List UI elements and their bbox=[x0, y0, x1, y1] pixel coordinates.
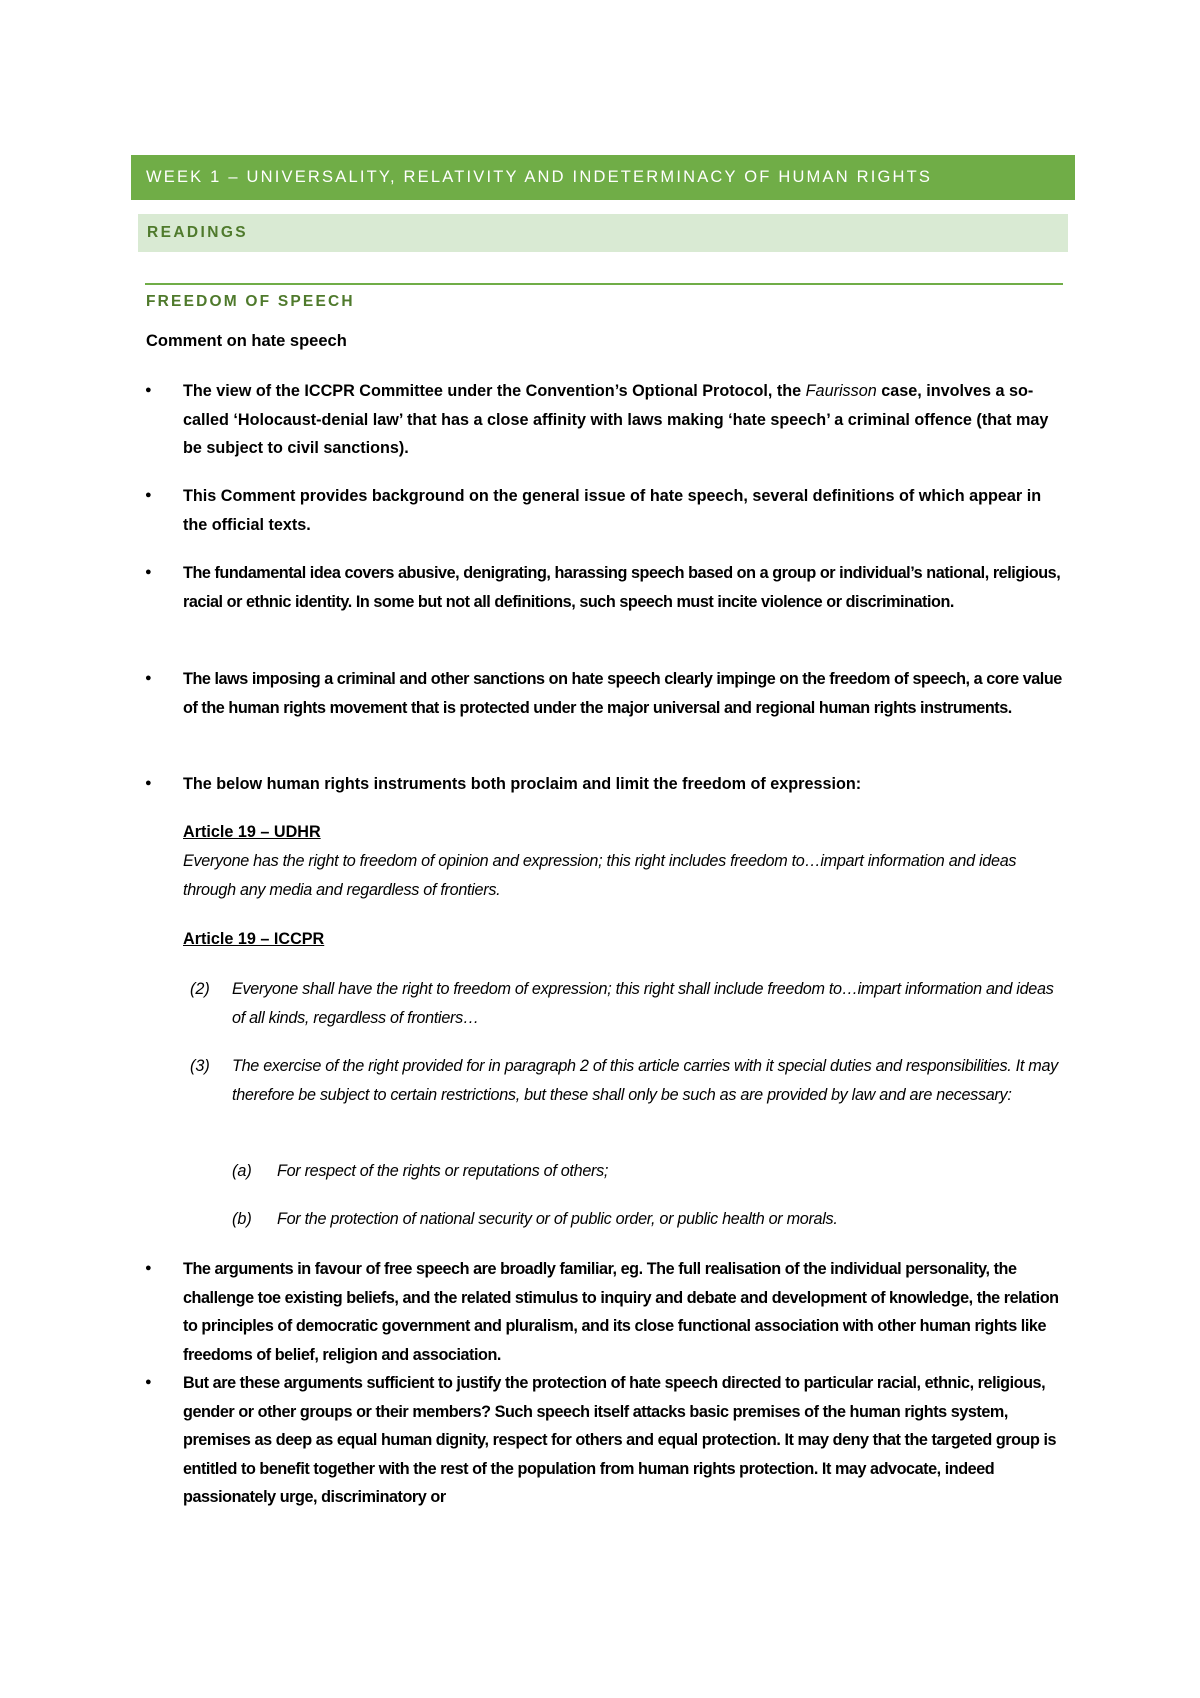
comment-subheading: Comment on hate speech bbox=[146, 332, 347, 350]
subparagraph-letter: (b) bbox=[232, 1210, 252, 1228]
subparagraph-letter: (a) bbox=[232, 1162, 252, 1180]
bullet-arguments-sufficient: ● But are these arguments sufficient to justify the protection of hate speech directed to particular racial, ethnic, religious, gender or other groups or their members? Such speech itself attacks basic premises of the human rights system, premises as deep as equal human dignity, respect for others and equal protection. It may deny that the targeted group is entitled to benefit together with the rest of the population from human rights protection. It may advocate, indeed passionately urge, discriminatory or bbox=[183, 1369, 1063, 1512]
section-title: FREEDOM OF SPEECH bbox=[146, 293, 355, 310]
section-divider bbox=[145, 283, 1063, 285]
udhr-heading: Article 19 – UDHR bbox=[183, 823, 321, 841]
bullet-faurisson bbox=[183, 377, 1063, 463]
bullet-instruments: ● The below human rights instruments both proclaim and limit the freedom of expression: bbox=[183, 770, 1063, 799]
bullet-fundamental-idea: ● The fundamental idea covers abusive, denigrating, harassing speech based on a group or individual’s national, religious, racial or ethnic identity. In some but not all definitions, such speech must incite violence or discrimination. bbox=[183, 559, 1063, 616]
iccpr-paragraph-2: Everyone shall have the right to freedom of expression; this right shall include freedom to…impart information and ideas of all kinds, regardless of frontiers… bbox=[232, 980, 1054, 1027]
iccpr-subparagraph-a: For respect of the rights or reputations of others; bbox=[277, 1162, 609, 1180]
bullet-arguments-free-speech: ● The arguments in favour of free speech are broadly familiar, eg. The full realisation of the individual personality, the challenge toe existing beliefs, and the related stimulus to inquiry and debate and development of knowledge, the relation to principles of democratic government and pluralism, and its close functional association with other human rights like freedoms of belief, religion and association. bbox=[183, 1255, 1063, 1369]
paragraph-number: (2) bbox=[190, 980, 210, 998]
week-title-banner: WEEK 1 – UNIVERSALITY, RELATIVITY AND INDETERMINACY OF HUMAN RIGHTS bbox=[131, 155, 1075, 200]
udhr-text: Everyone has the right to freedom of opinion and expression; this right includes freedom to…impart information and ideas through any media and regardless of frontiers. bbox=[183, 852, 1017, 899]
paragraph-number: (3) bbox=[190, 1057, 210, 1075]
bullet-text: The view of the ICCPR Committee under the Convention’s Optional Protocol, the bbox=[183, 382, 806, 400]
bullet-background: ● This Comment provides background on the general issue of hate speech, several definitions of which appear in the official texts. bbox=[183, 482, 1063, 539]
iccpr-subparagraph-b: For the protection of national security or of public order, or public health or morals. bbox=[277, 1210, 838, 1228]
readings-heading: READINGS bbox=[138, 214, 1068, 252]
case-name: Faurisson bbox=[805, 382, 877, 400]
bullet-laws-sanctions: ● The laws imposing a criminal and other sanctions on hate speech clearly impinge on the freedom of speech, a core value of the human rights movement that is protected under the major universal and regional human rights instruments. bbox=[183, 665, 1063, 722]
iccpr-paragraph-3: The exercise of the right provided for in paragraph 2 of this article carries with it special duties and responsibilities. It may therefore be subject to certain restrictions, but these shall only be such as are provided by law and are necessary: bbox=[232, 1057, 1058, 1104]
bullet-text: case, involves a so-called ‘Holocaust-denial law’ that has a close affinity with laws making ‘hate speech’ a criminal offence (that may be subject to civil sanctions). bbox=[183, 382, 1049, 457]
iccpr-heading: Article 19 – ICCPR bbox=[183, 930, 325, 948]
